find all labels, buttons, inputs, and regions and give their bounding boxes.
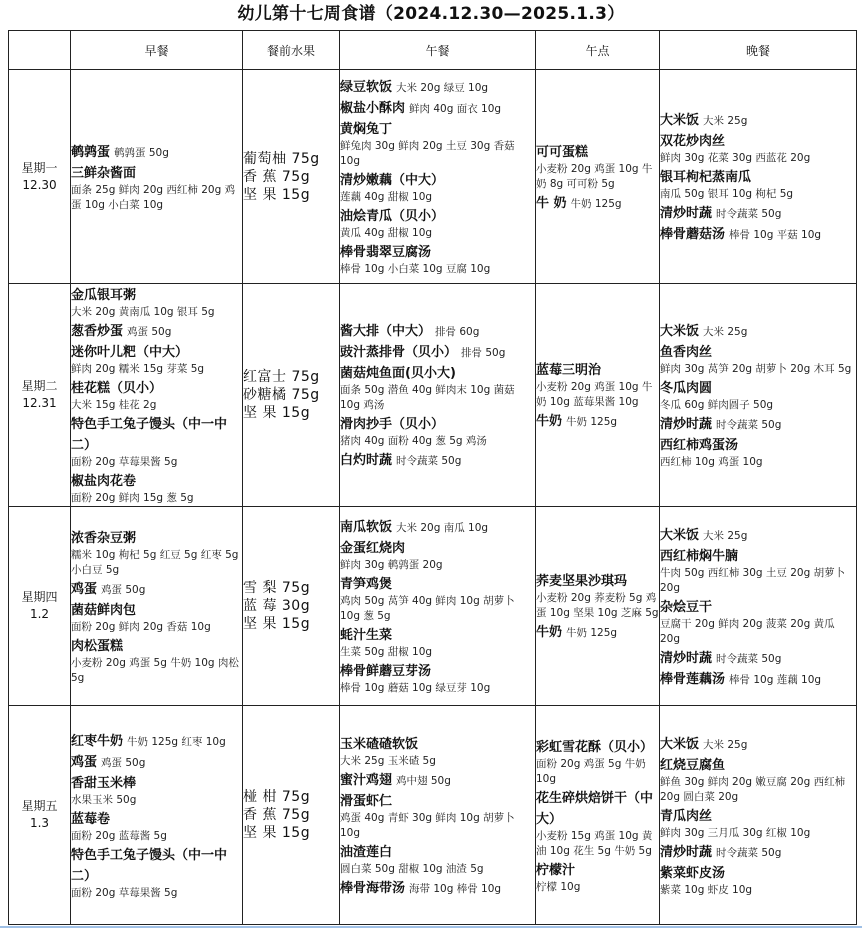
dish-name: 红枣牛奶 (71, 733, 124, 749)
dish-item (340, 118, 535, 169)
dish-ingredients: 牛奶 125g (566, 416, 618, 428)
dish-ingredients: 牛肉 50g 西红柿 30g 土豆 20g 胡萝卜 20g (660, 566, 846, 594)
fruit-item: 砂糖橘 75g (243, 387, 320, 403)
dish-ingredients: 鲜鱼 30g 鲜肉 20g 嫩豆腐 20g 西红柿 20g 圆白菜 20g (660, 775, 846, 803)
header-fruit: 餐前水果 (243, 31, 340, 70)
dish-name: 荞麦坚果沙琪玛 (536, 574, 628, 589)
day-row (9, 70, 857, 284)
dish-item (71, 772, 242, 808)
day-date: 1.3 (29, 816, 50, 830)
dish-item (71, 141, 242, 162)
dish-name: 蓝莓三明治 (536, 363, 602, 378)
dish-name: 花生碎烘焙饼干（中大） (536, 790, 654, 827)
dish-ingredients: 排骨 50g (461, 347, 506, 359)
dish-item (660, 130, 856, 166)
dish-item (340, 413, 535, 449)
dish-ingredients: 鸡蛋 50g (101, 756, 146, 769)
dish-ingredients: 大米 20g 南瓜 10g (396, 522, 489, 534)
dish-item (71, 320, 242, 341)
dish-name: 蚝汁生菜 (340, 628, 393, 643)
dish-name: 牛奶 (536, 625, 563, 640)
dish-ingredients: 面条 50g 潜鱼 40g 鲜肉末 10g 菌菇 10g 鸡汤 (340, 384, 515, 411)
dish-item (340, 573, 535, 624)
dish-name: 红烧豆腐鱼 (660, 757, 726, 773)
dish-item (71, 470, 242, 506)
fruit-cell (243, 70, 340, 284)
dish-name: 柠檬汁 (536, 862, 576, 878)
dish-name: 滑肉抄手（贝小） (340, 417, 445, 432)
dish-name: 葱香炒蛋 (71, 324, 124, 339)
dish-name: 绿豆软饭 (340, 80, 393, 95)
fruit-cell (243, 284, 340, 507)
dish-item (340, 341, 535, 362)
day-row (9, 706, 857, 925)
fruit-cell (243, 507, 340, 706)
menu-table (8, 30, 857, 925)
dish-item (340, 169, 535, 205)
fruit-item: 坚 果 15g (243, 186, 311, 203)
dish-item (340, 362, 535, 413)
day-cell (9, 507, 71, 706)
dish-ingredients: 西红柿 10g 鸡蛋 10g (660, 456, 763, 468)
fruit-item: 椪 柑 75g (243, 789, 311, 805)
dish-item (660, 841, 856, 862)
dish-ingredients: 鲜肉 40g 面衣 10g (409, 103, 502, 115)
dish-item (660, 341, 856, 377)
dish-name: 菌菇鲜肉包 (71, 602, 137, 618)
dish-ingredients: 棒骨 10g 莲藕 10g (729, 673, 822, 686)
dish-ingredients: 大米 20g 黄南瓜 10g 银耳 5g (71, 306, 215, 318)
dish-item (660, 754, 856, 805)
fruit-item: 坚 果 15g (243, 825, 311, 841)
dish-item (71, 377, 242, 413)
dish-name: 鹌鹑蛋 (71, 144, 111, 160)
dish-ingredients: 莲藕 40g 甜椒 10g (340, 191, 433, 203)
dish-ingredients: 大米 25g (703, 326, 748, 338)
dish-item (340, 449, 535, 470)
dish-ingredients: 鲜肉 20g 糯米 15g 芽菜 5g (71, 363, 205, 375)
day-cell (9, 70, 71, 284)
dish-ingredients: 豆腐干 20g 鲜肉 20g 菠菜 20g 黄瓜 20g (660, 617, 835, 645)
dish-ingredients: 棒骨 10g 小白菜 10g 豆腐 10g (340, 263, 491, 275)
dish-item (660, 109, 856, 130)
lunch-cell (340, 507, 536, 706)
dish-name: 滑蛋虾仁 (340, 793, 393, 809)
dish-item (340, 624, 535, 660)
dish-name: 双花炒肉丝 (660, 134, 726, 149)
dish-item (340, 790, 535, 841)
header-snack: 午点 (536, 31, 660, 70)
dish-name: 银耳枸杞蒸南瓜 (660, 170, 752, 185)
dish-item (536, 410, 659, 431)
day-name: 星期二 (21, 379, 58, 393)
dish-ingredients: 面粉 20g 鸡蛋 5g 牛奶 10g (536, 757, 646, 785)
page-title: 幼儿第十七周食谱（2024.12.30—2025.1.3） (237, 4, 625, 24)
header-lunch: 午餐 (340, 31, 536, 70)
dish-ingredients: 大米 25g 玉米碴 5g (340, 754, 436, 767)
dish-item (660, 862, 856, 898)
dish-ingredients: 柠檬 10g (536, 880, 581, 893)
dish-name: 油渣莲白 (340, 844, 393, 860)
dish-ingredients: 鸡蛋 50g (127, 326, 172, 338)
snack-cell (536, 284, 660, 507)
dish-item (340, 841, 535, 877)
dish-item (660, 545, 856, 596)
dish-name: 青笋鸡煲 (340, 577, 393, 592)
dish-item (660, 733, 856, 754)
dish-ingredients: 时令蔬菜 50g (716, 419, 782, 431)
dish-item (71, 844, 242, 901)
dish-ingredients: 牛奶 125g (566, 627, 618, 639)
dish-name: 菌菇炖鱼面(贝小大) (340, 366, 456, 381)
dish-ingredients: 时令蔬菜 50g (716, 652, 782, 665)
dish-ingredients: 紫菜 10g 虾皮 10g (660, 883, 753, 896)
day-date: 12.30 (22, 177, 57, 192)
day-date: 1.2 (29, 607, 50, 621)
dish-ingredients: 面粉 20g 鲜肉 20g 香菇 10g (71, 620, 211, 633)
dish-name: 椒盐肉花卷 (71, 474, 137, 489)
dish-ingredients: 水果玉米 50g (71, 793, 137, 806)
dish-name: 青瓜肉丝 (660, 808, 713, 824)
dish-name: 大米饭 (660, 324, 700, 339)
dish-ingredients: 鸡蛋 50g (101, 583, 146, 596)
header-row (9, 31, 857, 70)
dish-name: 金瓜银耳粥 (71, 288, 137, 303)
dish-item (340, 733, 535, 769)
dish-name: 牛奶 (536, 414, 563, 429)
dish-name: 肉松蛋糕 (71, 638, 124, 654)
dish-ingredients: 小麦粉 20g 鸡蛋 5g 牛奶 10g 肉松 5g (71, 656, 239, 684)
dish-name: 牛 奶 (536, 195, 567, 211)
dish-item (660, 320, 856, 341)
dish-ingredients: 生菜 50g 甜椒 10g (340, 646, 433, 658)
dish-ingredients: 大米 25g (703, 529, 748, 542)
dish-name: 豉汁蒸排骨（贝小） (340, 345, 458, 360)
dish-ingredients: 面粉 20g 蓝莓酱 5g (71, 829, 167, 842)
dish-name: 清炒时蔬 (660, 844, 713, 860)
dish-name: 玉米碴碴软饭 (340, 736, 419, 752)
dish-ingredients: 鸡中翅 50g (396, 774, 451, 787)
dish-name: 南瓜软饭 (340, 520, 393, 535)
dish-item (536, 621, 659, 642)
dish-item (536, 570, 659, 621)
dinner-cell (660, 70, 857, 284)
dish-name: 棒骨莲藕汤 (660, 671, 726, 687)
dish-name: 清炒时蔬 (660, 650, 713, 666)
breakfast-cell (71, 70, 243, 284)
dish-name: 西红柿鸡蛋汤 (660, 438, 739, 453)
dish-ingredients: 鲜兔肉 30g 鲜肉 20g 土豆 30g 香菇 10g (340, 140, 515, 167)
dish-item (71, 578, 242, 599)
dish-item (340, 537, 535, 573)
dish-name: 特色手工兔子馒头（中一中二） (71, 847, 228, 884)
dish-ingredients: 面粉 20g 草莓果酱 5g (71, 456, 178, 468)
dish-name: 香甜玉米棒 (71, 775, 137, 791)
dish-name: 棒骨翡翠豆腐汤 (340, 245, 432, 260)
day-date: 12.31 (22, 396, 57, 410)
dish-item (536, 192, 659, 213)
dish-ingredients: 鸡肉 50g 莴笋 40g 鲜肉 10g 胡萝卜 10g 葱 5g (340, 595, 515, 622)
dish-name: 蜜汁鸡翅 (340, 772, 393, 788)
day-cell (9, 284, 71, 507)
breakfast-cell (71, 507, 243, 706)
dinner-cell (660, 507, 857, 706)
day-row (9, 507, 857, 706)
dish-ingredients: 面条 25g 鲜肉 20g 西红柿 20g 鸡蛋 10g 小白菜 10g (71, 183, 236, 211)
dish-ingredients: 时令蔬菜 50g (396, 455, 462, 467)
dish-ingredients: 小麦粉 20g 荞麦粉 5g 鸡蛋 10g 坚果 10g 芝麻 5g (536, 592, 659, 619)
fruit-item: 香 蕉 75g (243, 168, 311, 185)
dish-name: 棒骨鲜蘑豆芽汤 (340, 664, 432, 679)
dish-ingredients: 小麦粉 20g 鸡蛋 10g 牛奶 10g 蓝莓果酱 10g (536, 381, 653, 408)
dish-item (660, 805, 856, 841)
lunch-cell (340, 706, 536, 925)
dish-item (340, 241, 535, 277)
dish-item (340, 660, 535, 696)
dish-item (660, 596, 856, 647)
dish-name: 紫菜虾皮汤 (660, 865, 726, 881)
dish-name: 清炒时蔬 (660, 417, 713, 432)
dish-ingredients: 鸡蛋 40g 青虾 30g 鲜肉 10g 胡萝卜 10g (340, 811, 515, 839)
header-dinner: 晚餐 (660, 31, 857, 70)
dish-ingredients: 小麦粉 15g 鸡蛋 10g 黄油 10g 花生 5g 牛奶 5g (536, 829, 653, 857)
dish-ingredients: 牛奶 125g 红枣 10g (127, 735, 226, 748)
dish-ingredients: 大米 15g 桂花 2g (71, 399, 157, 411)
lunch-cell (340, 70, 536, 284)
fruit-item: 葡萄柚 75g (243, 150, 320, 167)
snack-cell (536, 70, 660, 284)
dish-item (340, 205, 535, 241)
dish-name: 浓香杂豆粥 (71, 530, 137, 546)
dish-name: 金蛋红烧肉 (340, 541, 406, 556)
dish-item (71, 284, 242, 320)
dish-item (340, 97, 535, 118)
fruit-item: 蓝 莓 30g (243, 598, 311, 614)
dish-name: 可可蛋糕 (536, 144, 589, 160)
dish-name: 特色手工兔子馒头（中一中二） (71, 417, 228, 453)
dish-item (340, 516, 535, 537)
dish-name: 西红柿焖牛腩 (660, 548, 739, 564)
dish-item (71, 413, 242, 470)
dish-item (340, 76, 535, 97)
dish-item (536, 859, 659, 895)
dish-name: 大米饭 (660, 527, 700, 543)
dish-item (71, 730, 242, 751)
dish-name: 杂烩豆干 (660, 599, 713, 615)
dish-item (660, 434, 856, 470)
dish-item (660, 202, 856, 223)
dish-item (536, 359, 659, 410)
day-name: 星期五 (21, 799, 58, 813)
dish-ingredients: 鲜肉 30g 莴笋 20g 胡萝卜 20g 木耳 5g (660, 363, 852, 375)
dish-item (71, 635, 242, 686)
fruit-item: 坚 果 15g (243, 405, 311, 421)
dish-name: 清炒嫩藕（中大） (340, 173, 445, 188)
dish-ingredients: 鹌鹑蛋 50g (114, 146, 169, 159)
dish-ingredients: 棒骨 10g 蘑菇 10g 绿豆芽 10g (340, 682, 491, 694)
dish-name: 酱大排（中大） (340, 324, 432, 339)
dish-name: 鸡蛋 (71, 754, 98, 770)
dish-ingredients: 糯米 10g 枸杞 5g 红豆 5g 红枣 5g 小白豆 5g (71, 548, 239, 576)
breakfast-cell (71, 284, 243, 507)
dish-name: 鱼香肉丝 (660, 345, 713, 360)
dish-ingredients: 海带 10g 棒骨 10g (409, 882, 502, 895)
day-name: 星期一 (21, 160, 58, 175)
dish-name: 油烩青瓜（贝小） (340, 209, 445, 224)
dish-ingredients: 鲜肉 30g 花菜 30g 西蓝花 20g (660, 152, 811, 164)
dish-ingredients: 大米 25g (703, 738, 748, 751)
dish-ingredients: 大米 25g (703, 115, 748, 127)
dish-name: 棒骨海带汤 (340, 880, 406, 896)
dish-item (660, 524, 856, 545)
dish-item (340, 320, 535, 341)
dish-item (660, 668, 856, 689)
dish-name: 黄焖兔丁 (340, 122, 393, 137)
dish-name: 蓝莓卷 (71, 811, 111, 827)
dish-name: 三鲜杂酱面 (71, 165, 137, 181)
fruit-item: 红富士 75g (243, 369, 320, 385)
dish-name: 大米饭 (660, 113, 700, 128)
bottom-divider (0, 926, 862, 928)
dish-ingredients: 冬瓜 60g 鲜肉圆子 50g (660, 399, 774, 411)
dish-ingredients: 大米 20g 绿豆 10g (396, 82, 489, 94)
day-name: 星期四 (21, 590, 58, 604)
dish-ingredients: 黄瓜 40g 甜椒 10g (340, 227, 433, 239)
dish-ingredients: 鲜肉 30g 鹌鹑蛋 20g (340, 559, 443, 571)
lunch-cell (340, 284, 536, 507)
dish-item (660, 413, 856, 434)
dish-ingredients: 面粉 20g 草莓果酱 5g (71, 886, 178, 899)
dish-ingredients: 小麦粉 20g 鸡蛋 10g 牛奶 8g 可可粉 5g (536, 162, 653, 190)
dish-item (340, 877, 535, 898)
dish-ingredients: 时令蔬菜 50g (716, 846, 782, 859)
dish-item (660, 377, 856, 413)
dish-item (660, 166, 856, 202)
dish-name: 白灼时蔬 (340, 453, 393, 468)
dish-name: 棒骨蘑菇汤 (660, 227, 726, 242)
fruit-item: 雪 梨 75g (243, 580, 311, 596)
dish-item (536, 141, 659, 192)
dish-item (71, 162, 242, 213)
dish-name: 大米饭 (660, 736, 700, 752)
dish-name: 冬瓜肉圆 (660, 381, 713, 396)
dish-ingredients: 面粉 20g 鲜肉 15g 葱 5g (71, 492, 194, 504)
dish-name: 迷你叶儿粑（中大） (71, 345, 189, 360)
dish-item (660, 647, 856, 668)
dish-ingredients: 时令蔬菜 50g (716, 208, 782, 220)
dish-item (536, 736, 659, 787)
dinner-cell (660, 706, 857, 925)
dinner-cell (660, 284, 857, 507)
dish-name: 椒盐小酥肉 (340, 101, 406, 116)
dish-item (340, 769, 535, 790)
dish-ingredients: 牛奶 125g (570, 197, 622, 210)
fruit-item: 坚 果 15g (243, 616, 311, 632)
header-corner (9, 31, 71, 70)
dish-item (536, 787, 659, 859)
snack-cell (536, 507, 660, 706)
header-breakfast: 早餐 (71, 31, 243, 70)
dish-item (660, 223, 856, 244)
dish-ingredients: 棒骨 10g 平菇 10g (729, 229, 822, 241)
day-row (9, 284, 857, 507)
dish-ingredients: 鲜肉 30g 三月瓜 30g 红椒 10g (660, 826, 811, 839)
dish-ingredients: 圆白菜 50g 甜椒 10g 油渣 5g (340, 862, 484, 875)
dish-item (71, 751, 242, 772)
dish-item (71, 527, 242, 578)
fruit-cell (243, 706, 340, 925)
dish-name: 清炒时蔬 (660, 206, 713, 221)
dish-item (71, 341, 242, 377)
dish-name: 鸡蛋 (71, 581, 98, 597)
breakfast-cell (71, 706, 243, 925)
snack-cell (536, 706, 660, 925)
dish-item (71, 808, 242, 844)
dish-item (71, 599, 242, 635)
day-cell (9, 706, 71, 925)
dish-name: 桂花糕（贝小） (71, 381, 163, 396)
fruit-item: 香 蕉 75g (243, 807, 311, 823)
dish-name: 彩虹雪花酥（贝小） (536, 739, 654, 755)
dish-ingredients: 猪肉 40g 面粉 40g 葱 5g 鸡汤 (340, 435, 487, 447)
dish-ingredients: 南瓜 50g 银耳 10g 枸杞 5g (660, 188, 794, 200)
dish-ingredients: 排骨 60g (435, 326, 480, 338)
